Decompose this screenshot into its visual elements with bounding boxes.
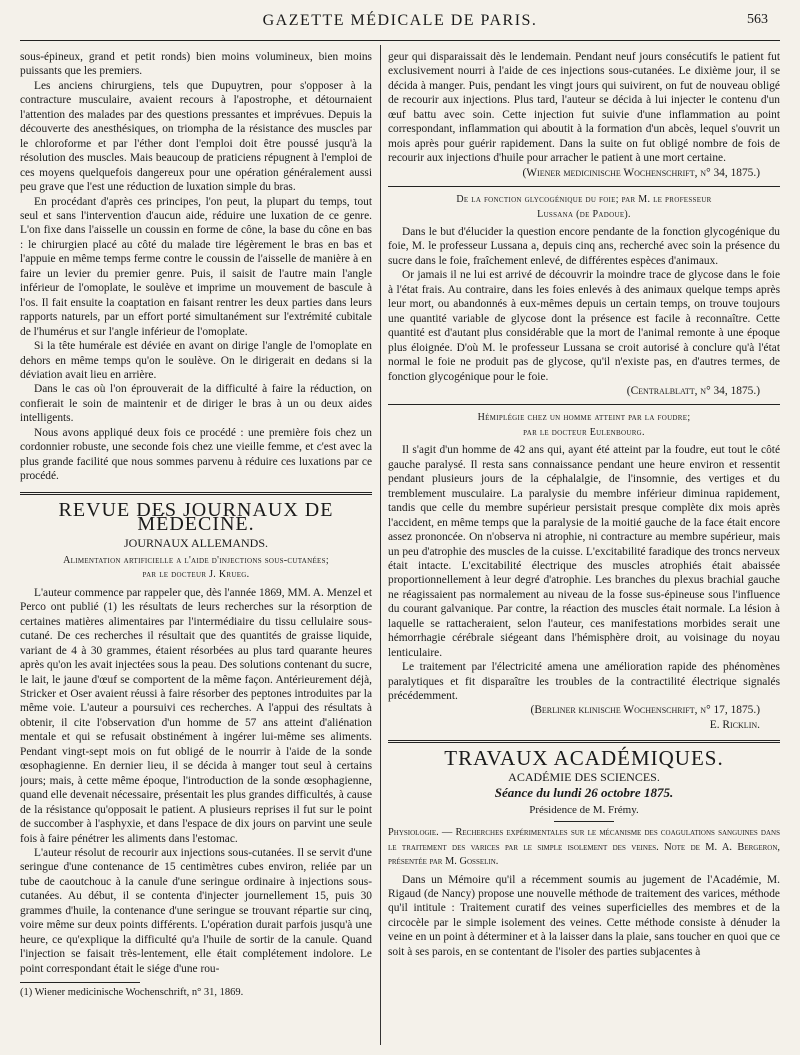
article-title-text: Alimentation artificielle a l'aide d'injections sous-cutanées; [63,554,329,566]
left-column [20,50,372,1047]
article-title-text: Hémiplégie chez un homme atteint par la foudre; [477,412,691,424]
signature: E. Ricklin. [709,718,760,731]
page-header [20,10,780,41]
article-author: par le docteur Eulenbourg. [523,426,645,438]
article-title-text: De la fonction glycogénique du foie; par M. le professeur [456,194,712,206]
article-rule [388,404,780,405]
section-rule [388,740,780,743]
section-title-revue: REVUE DES JOURNAUX DE MÉDECINE. [58,498,334,536]
academy-name: ACADÉMIE DES SCIENCES. [508,769,660,784]
article-rule [388,186,780,187]
journal-title: GAZETTE MÉDICALE DE PARIS. [262,12,538,29]
column-divider [380,45,381,1045]
source-citation: (Wiener medicinische Wochenschrift, n° 34, 1875.) [522,166,760,179]
footnote-rule [20,982,140,983]
short-rule [554,821,614,822]
presidency: Présidence de M. Frémy. [529,803,639,816]
section-title-travaux: TRAVAUX ACADÉMIQUES. [444,746,724,771]
paragraph: Dans le but d'élucider la question encore pendante de la fonction glycogénique du foie, M. le professeur Lussana a, depuis cinq ans, recherché avec soin la présence du sucre dans le foie, fraîchement enlevé, de différentes espèces d'animaux. [388,225,780,267]
subsection-title: JOURNAUX ALLEMANDS. [123,535,268,550]
right-column [388,50,780,1047]
article-title [388,411,780,440]
paragraph: En procédant d'après ces principes, l'on peut, la plupart du temps, tout seul et sans l'intervention d'aucun aide, réduire une luxation de ce genre. L'on fixe dans l'aisselle un coussin en forme de cône, la base du cône en bas : le chirurgien placé au côté du malade tire légèrement le bras en bas et l'appuie en même temps ferme contre le coussin de l'aisselle de manière à en faire un levier du premier genre. Puis, il saisit de l'autre main l'angle inférieur de l'omoplate, le soulève et imprime un mouvement de bascule à l'os. Il fait ensuite la coaptation en faisant rentrer les deux parties dans leurs rapports naturels, par un effort porté simultanément sur l'extrémité cubitale de l'humérus et sur l'angle inférieur de l'omoplate. [20,195,372,338]
footnote: (1) Wiener medicinische Wochenschrift, n° 31, 1869. [20,987,244,999]
paragraph: Il s'agit d'un homme de 42 ans qui, ayant été atteint par la foudre, eut tout le côté gauche paralysé. Il resta sans connaissance pendant une heure environ et ressentit pendant plusieurs jours de la céphalalgie, de l'insomnie, des vertiges et du tremblement musculaire. La paralysie du membre inférieur diminua rapidement, tandis que celle du membre supérieur persistait presque complète dix mois après l'accident, en même temps que la paralysie de la moitié gauche de la face était encore assez prononcée. On n'observa ni atrophie, ni contracture au membre supérieur, mais un peu d'atrophie des muscles de la cuisse. L'excitabilité faradique des troncs nerveux était intacte. L'excitabilité électrique des muscles atrophiés était abaissée proportionnellement à leur degré d'atrophie. Les branches du plexus brachial gauche ne réagissaient pas normalement au niveau de la fosse sus-épineuse sous l'influence du courant galvanique. Par contre, la réaction des muscles était normale. La lésion à laquelle se rattacheraient, selon l'auteur, ces manifestations morbides serait une hémorrhagie cérébrale siégeant dans l'hémisphère droit, au voisinage du noyau lenticulaire. [388,444,780,659]
paragraph: geur qui disparaissait dès le lendemain. Pendant neuf jours consécutifs le patient fut exclusivement nourri à l'aide de ces injections sous-cutanées. Le dixième jour, il se décida à manger. Puis, pendant les vingt jours qui suivirent, on fut de nouveau obligé de recourir aux injections. Plus tard, l'auteur se décida à lui injecter le contenu d'un œuf battu avec soin. Cette injection fut suivie d'une inflammation au point correspondant, inflammation qui aboutit à la formation d'un abcès, lequel s'ouvrit un mois après pour guérir rapidement. Dans la suite on fut obligé nombre de fois de recourir aux injections d'huile pour arracher le patient à une mort certaine. [388,51,780,165]
paragraph: Les anciens chirurgiens, tels que Dupuytren, pour s'opposer à la contracture musculaire, avaient recours à l'apostrophe, et détournaient l'attention des malades par des questions pressantes et imprévues. Depuis la découverte des anesthésiques, on triompha de la résistance des muscles par le chloroforme et par l'éther dont l'emploi doit être poussé jusqu'à la résolution des muscles. Mais beaucoup de praticiens répugnent à l'emploi de ces moyens quelquefois dangereux pour une opération généralement aussi peu grave que l'est une réduction de luxation simple du bras. [20,79,372,194]
article-title [20,554,372,583]
session-date: Séance du lundi 26 octobre 1875. [494,785,674,801]
physiology-heading: Physiologie. — Recherches expérimentales sur le mécanisme des coagulations sanguines dans le traitement des varices par le simple isolement des veines. Note de M. A. Bergeron, présentée par M. Gosselin. [388,827,780,868]
source-citation: (Centralblatt, n° 34, 1875.) [626,384,760,397]
paragraph: sous-épineux, grand et petit ronds) bien moins volumineux, bien moins puissants que les premiers. [20,51,372,78]
page-number: 563 [747,12,768,27]
paragraph: Le traitement par l'électricité amena une amélioration rapide des phénomènes paralytiques et fit disparaître les troubles de la contractilité électrique signalés précédemment. [388,661,780,703]
paragraph: Dans le cas où l'on éprouverait de la difficulté à faire la réduction, on confierait le soin de maintenir et de diriger le bras à un ou deux aides intelligents. [20,383,372,425]
paragraph: Dans un Mémoire qu'il a récemment soumis au jugement de l'Académie, M. Rigaud (de Nancy) propose une nouvelle méthode de traitement des varices, méthode qu'il intitule : Traitement curatif des veines superficielles des membres et de la circocèle par le simple isolement des veines. Cette méthode consiste à dénuder la veine en un point à déterminer et à la laisser dans la plaie, sans toucher en quoi que ce soit à ses parois, en se contentant de l'isoler des parties subjacentes à [388,873,780,958]
article-author: Lussana (de Padoue). [537,208,631,220]
paragraph: L'auteur commence par rappeler que, dès l'année 1869, MM. A. Menzel et Perco ont publié (1) les résultats de leurs recherches sur la résorption de certaines matières alimentaires par l'intermédiaire du tissu cellulaire sous-cutané. De ces recherches il résultait que des quantités de graisse liquide, variant de 4 à 30 grammes, étaient résorbées au plus tard quarante heures après qu'on les avait injectées sous la peau. Des solutions contenant du sucre, le lait, le jaune d'œuf se comportent de la même façon. Antérieurement déjà, Stricker et Oser avaient réussi à faire résorber des peptones introduites par la même voie. L'auteur a poursuivi ces recherches. A l'appui des résultats à obtenir, il cite l'observation d'un homme de 57 ans atteint d'aliénation mentale et qui se refusait obstinément à ingérer lui-même ses aliments. Pendant vingt-sept mois on fut obligé de le nourrir à l'aide de la sonde œsophagienne. En dernier lieu, il se décida à manger tout seul à certains jours; mais, à cette même époque, l'introduction de la sonde œsophagienne, quand elle devenait nécessaire, présentait les plus grandes difficultés, à cause de la résistance qu'opposait le patient. A plusieurs reprises il fut sur le point de succomber à l'asphyxie, et dans l'espace de dix jours on parvint une seule fois à faire pénétrer les aliments dans l'estomac. [20,586,372,845]
paragraph: Si la tête humérale est déviée en avant on dirige l'angle de l'omoplate en dehors en même temps qu'on le soulève. On le dirigerait en dedans si la déviation avait lieu en arrière. [20,340,372,381]
article-title [388,193,780,222]
source-citation: (Berliner klinische Wochenschrift, n° 17, 1875.) [530,704,760,717]
paragraph: Or jamais il ne lui est arrivé de découvrir la moindre trace de glycose dans le foie à l'état frais. Au contraire, dans les foies enlevés à des animaux quelque temps après leur mort, ou abandonnés à eux-mêmes depuis un certain temps, on trouve toujours une quantité variable de glycose dont la présence est facile à reconnaître. Cette quantité est d'autant plus considérable que la mort de l'animal remonte à une époque plus éloignée. D'où M. le professeur Lussana se croit autorisé à conclure qu'à l'état normal le foie ne produit pas de glycose, qu'il n'existe pas, en d'autres termes, de fonction glycogénique pour le foie. [388,269,780,383]
paragraph: Nous avons appliqué deux fois ce procédé : une première fois chez un cordonnier robuste, une seconde fois chez une vieille femme, et c'est avec la plus grande facilité que nous sommes parvenu à réduire ces luxations par ce procédé. [20,426,372,483]
article-author: par le docteur J. Krueg. [142,569,250,581]
section-rule [20,492,372,495]
paragraph: L'auteur résolut de recourir aux injections sous-cutanées. Il se servit d'une seringue d'une contenance de 15 centimètres cubes environ, reliée par un tube de caoutchouc à la canule d'une seringue ordinaire à injections sous-cutanées. Au début, il se contenta d'injecter journellement 15, puis 30 grammes d'huile, la contenance d'une seringue se trouvant répartie sur cinq, voire même sur deux points différents. L'opération durait parfois jusqu'à une heure, ce qu'explique la difficulté qu'a l'huile de sortir de la canule. Quand l'injection se faisait très-lentement, elle était complétement indolore. Le point correspondant était le siége d'une rou- [20,847,372,975]
